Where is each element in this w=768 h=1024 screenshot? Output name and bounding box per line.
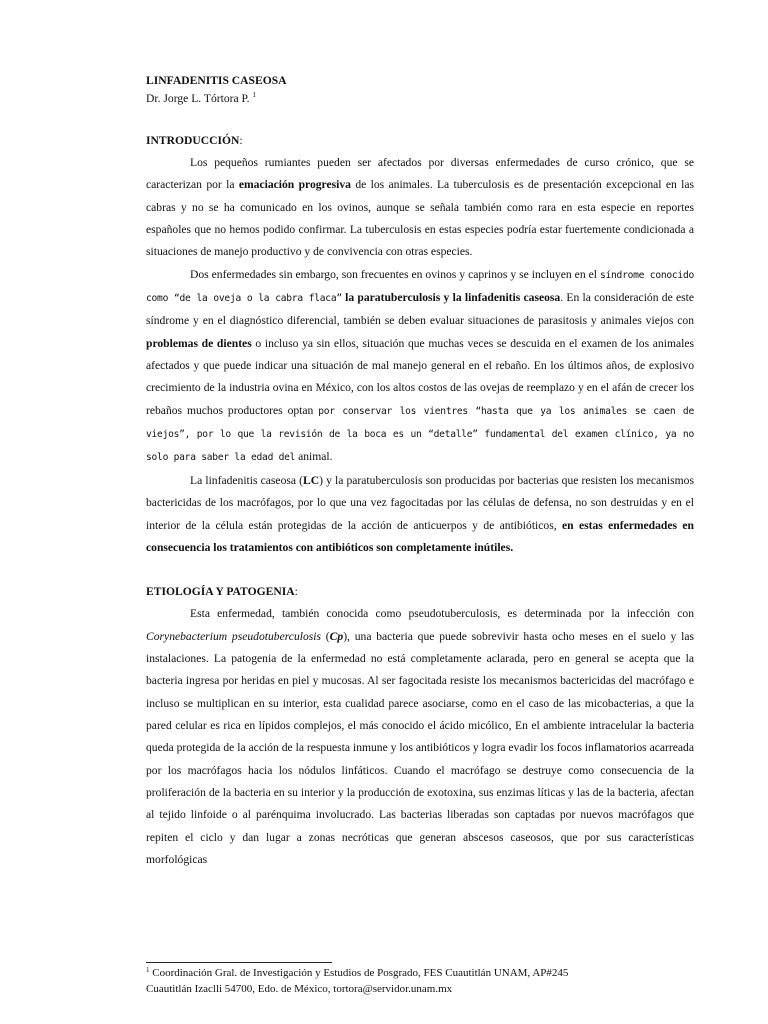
species-name: Corynebacterium pseudotuberculosis bbox=[146, 629, 322, 643]
intro-paragraph-1 bbox=[146, 152, 694, 264]
species-abbreviation: Cp bbox=[329, 629, 344, 643]
text-run: La linfadenitis caseosa ( bbox=[190, 473, 303, 487]
text-run: ) y la paratuberculosis son producidas por bacterias que resisten los mecanismos bactericidas de los macrófagos, por lo que una vez fagocitadas por las células de defensa, no son destruidas y en el interior de la célula están protegidas de la acción de anticuerpos y de antibióticos, bbox=[146, 473, 694, 532]
mono-run: por conservar los vientres “hasta que ya los animales se caen de viejos”, por lo que la revisión de la boca es un “detalle” fundamental del examen clínico, ya no solo para saber la edad del bbox=[146, 405, 694, 464]
document-page bbox=[146, 72, 694, 871]
footnote-ref: 1 bbox=[252, 91, 256, 99]
footnote-line-1 bbox=[146, 965, 694, 981]
bold-run: emaciación progresiva bbox=[238, 178, 351, 192]
text-run: animal. bbox=[295, 450, 333, 464]
text-run: . En la consideración de este síndrome y en el diagnóstico diferencial, también se deben evaluar situaciones de parasitosis y animales viejos con bbox=[146, 291, 694, 328]
bold-run: problemas de dientes bbox=[146, 336, 252, 350]
text-run: ), una bacteria que puede sobrevivir hasta ocho meses en el suelo y las instalaciones. La patogenia de la enfermedad no está completamente aclarada, pero en general se acepta que la bacteria ingresa por heridas en piel y mucosas. Al ser fagocitada resiste los mecanismos bactericidas del macrófago e incluso se multiplican en su interior, esta cualidad parece asociarse, como en el caso de las micobacterias, a que la pared celular es rica en lípidos complejos, el más conocido el ácido micólico, En el ambiente intracelular la bacteria queda protegida de la acción de la respuesta inmune y los antibióticos y logra evadir los focos inflamatorios acarreada por los macrófagos hacia los nódulos linfáticos. Cuando el macrófago se destruye como consecuencia de la proliferación de la bacteria en su interior y la producción de exotoxina, sus enzimas líticas y las de la bacteria, afectan al tejido linfoide o al parénquima involucrado. Las bacterias liberadas son captadas por nuevos macrófagos que repiten el ciclo y dan lugar a zonas necróticas que generan abscesos caseosos, que por sus características morfológicas bbox=[146, 629, 694, 866]
text-run: de los animales. La tuberculosis es de presentación excepcional en las cabras y no se ha comunicado en los ovinos, aunque se señala también como rara en esta especie en reportes españoles que no hemos podido confirmar. La tuberculosis en estas especies podría estar fuertemente condicionada a situaciones de manejo productivo y de convivencia con otras especies. bbox=[146, 178, 695, 259]
text-run: ( bbox=[321, 629, 330, 643]
intro-paragraph-3 bbox=[146, 470, 694, 559]
text-run: Dos enfermedades sin embargo, son frecuentes en ovinos y caprinos y se incluyen en el bbox=[190, 267, 600, 281]
bold-run: la paratuberculosis y la linfadenitis caseosa bbox=[341, 291, 561, 305]
text-run: o incluso ya sin ellos, situación que muchas veces se descuida en el examen de los animales afectados y que puede indicar una situación de mal manejo general en el rebaño. En los últimos años, de explosivo crecimiento de la industria ovina en México, con los altos costos de las ovejas de reemplazo y en el afán de crecer los rebaños muchos productores optan bbox=[146, 336, 694, 417]
footnote bbox=[146, 965, 694, 997]
author-name: Dr. Jorge L. Tórtora P. bbox=[146, 92, 250, 105]
etiology-paragraph-1 bbox=[146, 603, 694, 871]
section-heading-introduccion bbox=[146, 130, 694, 152]
mono-run: síndrome conocido como “de la oveja o la cabra flaca” bbox=[146, 269, 694, 305]
heading-colon: : bbox=[294, 585, 298, 599]
text-run: Los pequeños rumiantes pueden ser afectados por diversas enfermedades de curso crónico, que se caracterizan por la bbox=[146, 156, 694, 192]
footnote-line-2: Cuautitlán Izaclli 54700, Edo. de México, tortora@servidor.unam.mx bbox=[146, 983, 453, 995]
section-heading-etiologia bbox=[146, 581, 694, 603]
footnote-text: Coordinación Gral. de Investigación y Estudios de Posgrado, FES Cuautitlán UNAM, AP#245 bbox=[149, 967, 569, 979]
author-line bbox=[146, 90, 694, 108]
text-run: Esta enfermedad, también conocida como pseudotuberculosis, es determinada por la infección con bbox=[190, 607, 694, 621]
bold-run: en estas enfermedades en consecuencia los tratamientos con antibióticos son completamente inútiles. bbox=[146, 518, 694, 554]
footnote-marker: 1 bbox=[146, 966, 150, 974]
heading-text: ETIOLOGÍA Y PATOGENIA bbox=[146, 585, 295, 599]
intro-paragraph-2 bbox=[146, 264, 694, 470]
footnote-divider bbox=[146, 962, 332, 963]
heading-text: INTRODUCCIÓN bbox=[146, 134, 240, 147]
bold-run: LC bbox=[303, 473, 320, 487]
heading-colon: : bbox=[239, 134, 243, 147]
document-title: LINFADENITIS CASEOSA bbox=[146, 74, 287, 87]
